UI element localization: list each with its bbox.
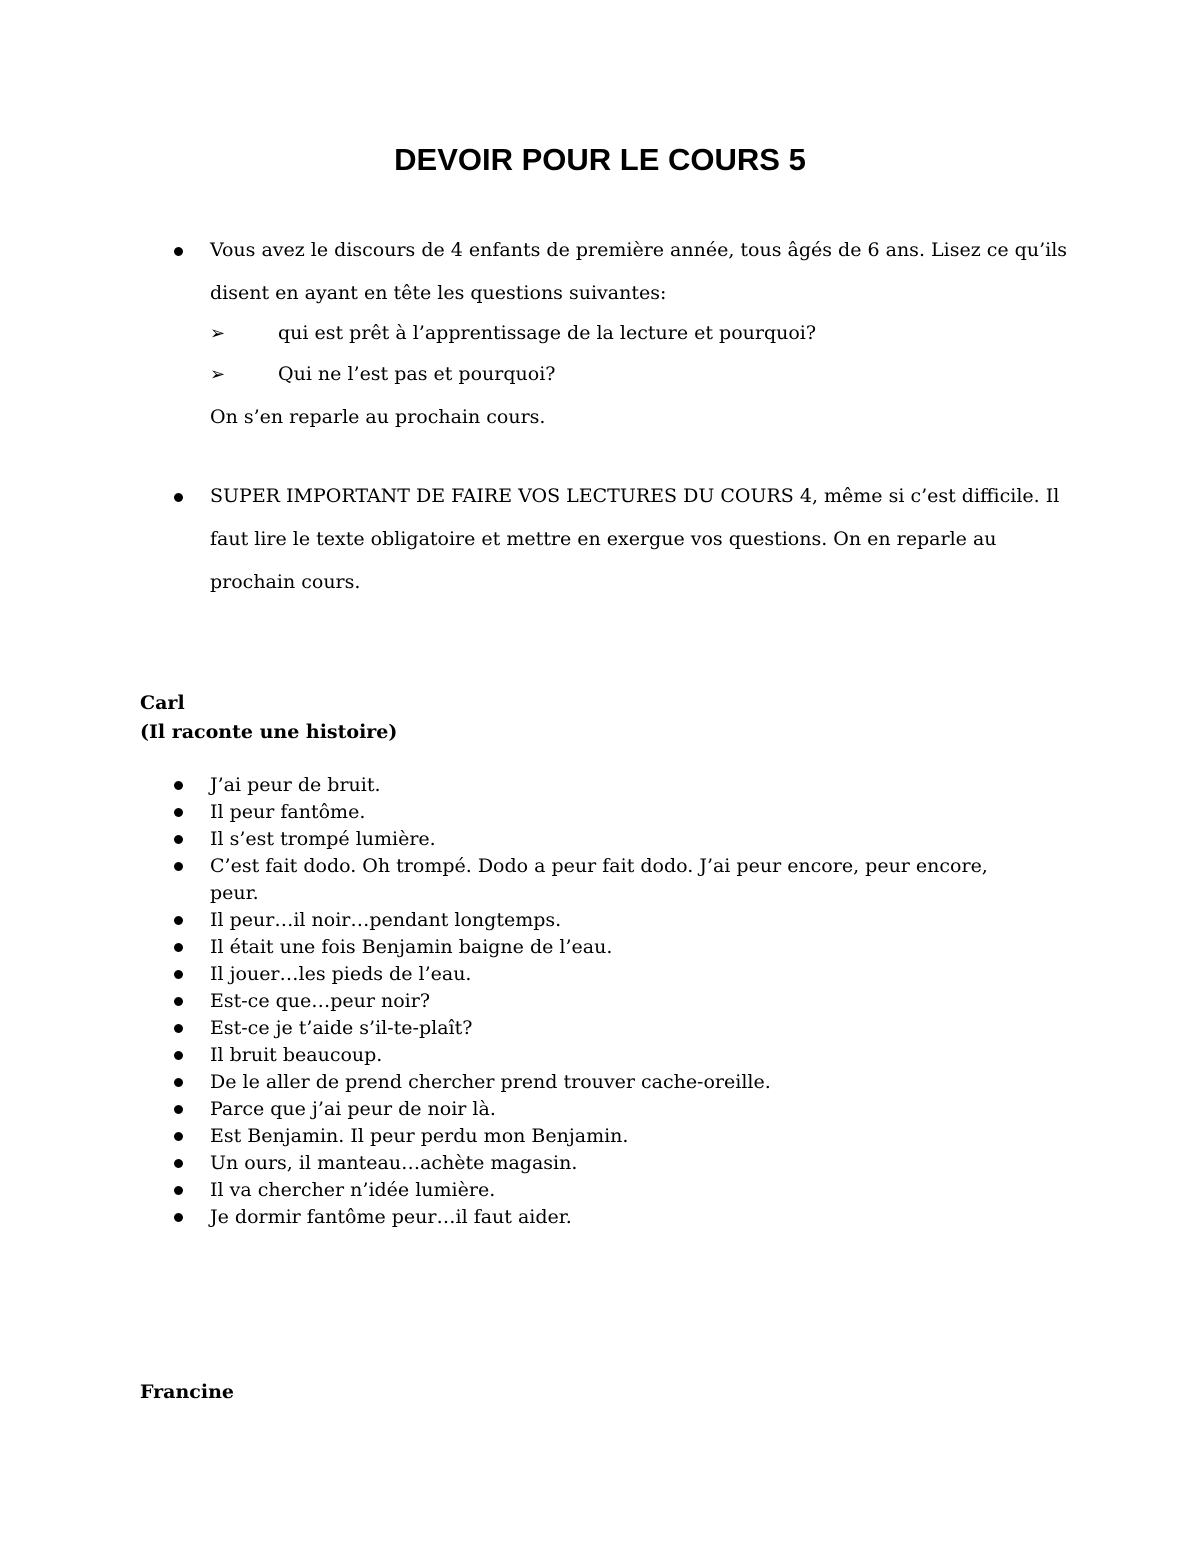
list-item (0, 1123, 1030, 1150)
speech-line: Un ours, il manteau…achète magasin. (210, 1152, 578, 1174)
bullet-icon (174, 1051, 183, 1060)
list-item (0, 907, 1030, 934)
instructions-text: Vous avez le discours de 4 enfants de première année, tous âgés de 6 ans. Lisez ce qu’ils disent en ayant en tête les questions suivantes: (210, 239, 1068, 304)
speech-line: Il peur fantôme. (210, 801, 366, 823)
speech-line: Est-ce que…peur noir? (210, 990, 431, 1012)
speech-line: C’est fait dodo. Oh trompé. Dodo a peur fait dodo. J’ai peur encore, peur encore, peur. (210, 855, 988, 904)
speech-line: Il était une fois Benjamin baigne de l’eau. (210, 936, 613, 958)
bullet-icon (174, 862, 183, 871)
list-item (0, 961, 1030, 988)
question-text: Qui ne l’est pas et pourquoi? (278, 363, 556, 385)
speech-line: De le aller de prend chercher prend trouver cache-oreille. (210, 1071, 771, 1093)
bullet-icon (174, 1159, 183, 1168)
bullet-icon (174, 943, 183, 952)
list-item (0, 826, 1030, 853)
bullet-icon (174, 493, 183, 502)
bullet-icon (174, 997, 183, 1006)
bullet-icon (174, 1078, 183, 1087)
child-context-carl: (Il raconte une histoire) (140, 721, 398, 743)
bullet-icon (174, 1105, 183, 1114)
list-item (0, 1204, 1030, 1231)
speech-line: Il bruit beaucoup. (210, 1044, 383, 1066)
list-item (0, 1150, 1030, 1177)
bullet-icon (174, 808, 183, 817)
list-item (0, 1015, 1030, 1042)
arrow-bullet-icon: ➢ (210, 323, 226, 344)
list-item (0, 1096, 1030, 1123)
child-name-francine: Francine (140, 1381, 234, 1403)
reading-reminder-text: SUPER IMPORTANT DE FAIRE VOS LECTURES DU COURS 4, même si c’est difficile. Il faut lire le texte obligatoire et mettre en exergue vos questions. On en reparle au prochain cours. (210, 485, 1060, 593)
child-name-carl: Carl (140, 692, 185, 714)
speech-line: J’ai peur de bruit. (210, 774, 381, 796)
speech-line: Il va chercher n’idée lumière. (210, 1179, 496, 1201)
bullet-icon (174, 1024, 183, 1033)
bullet-icon (174, 1186, 183, 1195)
speech-line: Il peur…il noir…pendant longtemps. (210, 909, 562, 931)
carl-speech-list (0, 772, 1200, 1231)
list-item (0, 1177, 1030, 1204)
bullet-icon (174, 1213, 183, 1222)
bullet-icon (174, 1132, 183, 1141)
speech-line: Parce que j’ai peur de noir là. (210, 1098, 496, 1120)
list-item (0, 853, 1030, 907)
speech-line: Je dormir fantôme peur…il faut aider. (210, 1206, 572, 1228)
list-item (0, 1069, 1030, 1096)
list-item (0, 988, 1030, 1015)
closing-note: On s’en reparle au prochain cours. (210, 406, 546, 428)
list-item (0, 1042, 1030, 1069)
speech-line: Il s’est trompé lumière. (210, 828, 436, 850)
bullet-icon (174, 916, 183, 925)
speech-line: Est Benjamin. Il peur perdu mon Benjamin. (210, 1125, 629, 1147)
speech-line: Il jouer…les pieds de l’eau. (210, 963, 472, 985)
question-text: qui est prêt à l’apprentissage de la lecture et pourquoi? (278, 322, 817, 344)
list-item (0, 934, 1030, 961)
bullet-icon (174, 970, 183, 979)
page-title: DEVOIR POUR LE COURS 5 (394, 142, 806, 177)
list-item (0, 772, 1030, 799)
bullet-icon (174, 247, 183, 256)
list-item (0, 799, 1030, 826)
speech-line: Est-ce je t’aide s’il-te-plaît? (210, 1017, 473, 1039)
bullet-icon (174, 835, 183, 844)
bullet-icon (174, 781, 183, 790)
arrow-bullet-icon: ➢ (210, 364, 226, 385)
